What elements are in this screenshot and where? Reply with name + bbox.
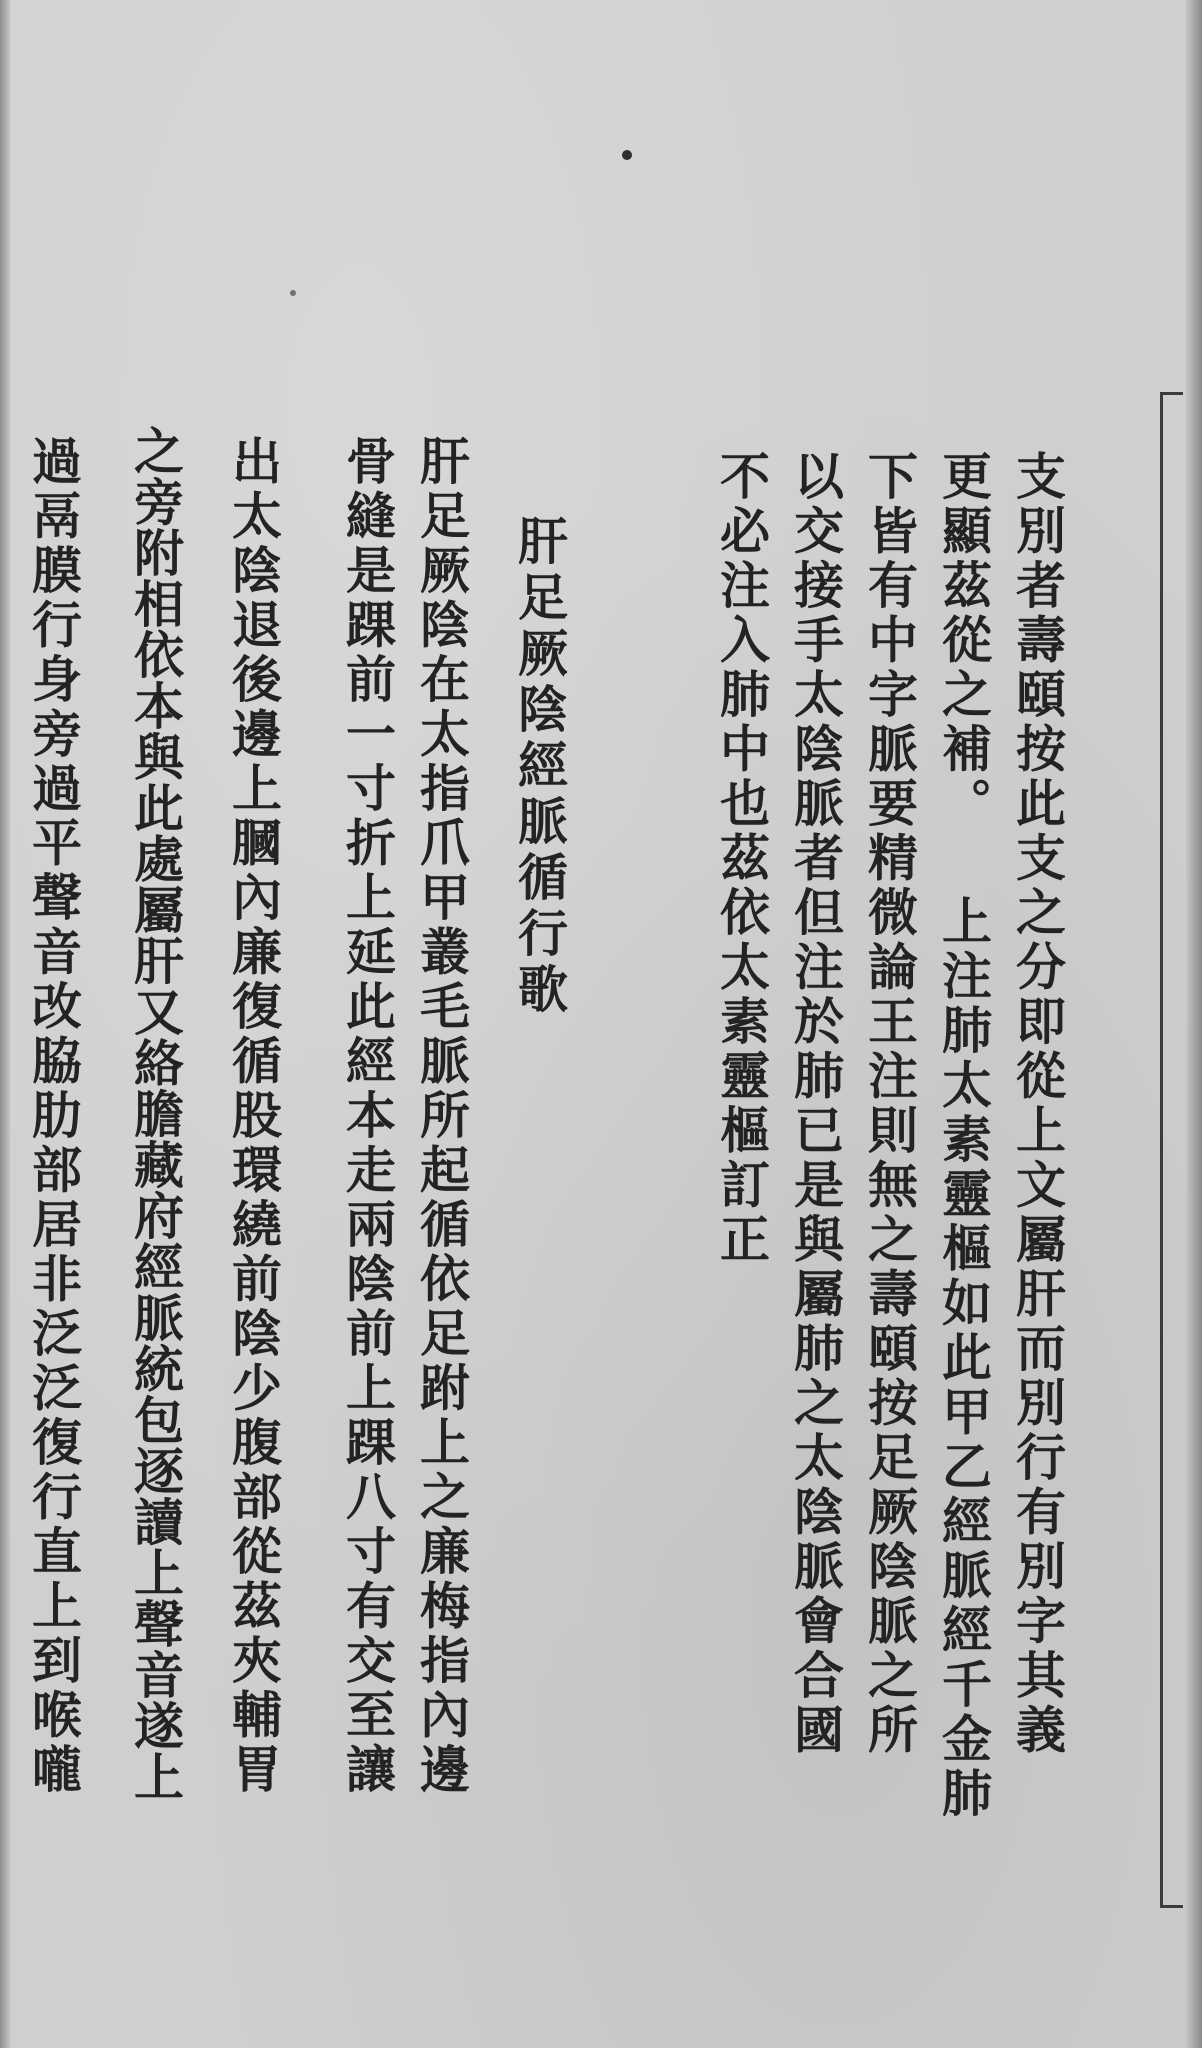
text-column-4: 以交接手太陰脈者但注於肺已是與屬肺之太陰脈會合國 — [786, 450, 845, 1758]
page-right-edge — [1186, 0, 1202, 2048]
text-column-1: 支別者壽頤按此支之分即從上文屬肝而別行有別字其義 — [1008, 450, 1067, 1758]
page-frame-bracket — [1160, 392, 1183, 1908]
ink-speck — [622, 150, 632, 160]
page-left-edge — [0, 0, 10, 2048]
ink-speck — [290, 290, 296, 296]
verse-column-4: 之旁附相依本與此處屬肝又絡膽藏府經脈統包逐讀上聲音遂上 — [126, 425, 185, 1802]
verse-column-1: 肝足厥陰在太指爪甲叢毛脈所起循依足跗上之廉梅指內邊 — [412, 435, 471, 1798]
text-column-3: 下皆有中字脈要精微論王注則無之壽頤按足厥陰脈之所 — [860, 450, 919, 1758]
section-title: 肝足厥陰經脈循行歌 — [510, 515, 569, 1019]
text-column-5: 不必注入肺中也茲依太素靈樞訂正 — [712, 450, 771, 1268]
verse-column-2: 骨縫是踝前一寸折上延此經本走兩陰前上踝八寸有交至讓 — [338, 435, 397, 1798]
verse-column-3: 出太陰退後邊上膕內廉復循股環繞前陰少腹部從茲夾輔胃 — [224, 435, 283, 1798]
text-column-2: 更顯茲從之補。 上注肺太素靈樞如此甲乙經脈經千金肺 — [934, 450, 993, 1822]
verse-column-5: 過鬲膜行身旁過平聲音改脇肋部居非泛泛復行直上到喉嚨 — [24, 435, 83, 1798]
